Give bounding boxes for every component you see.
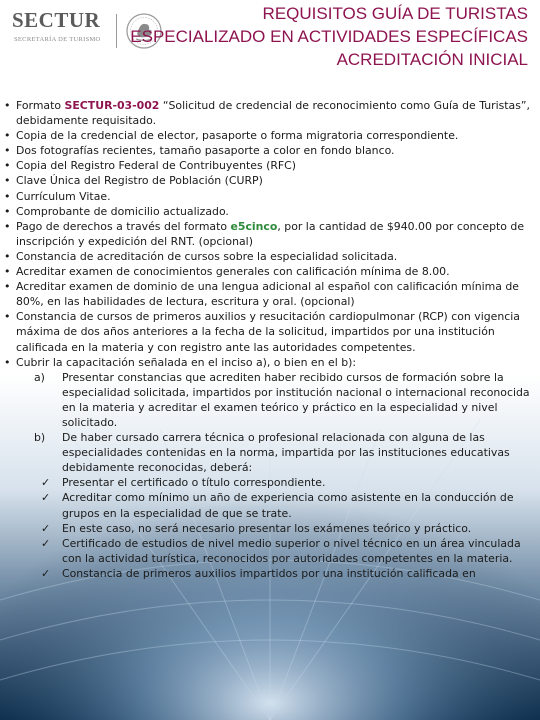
option-label: a) [34,370,45,384]
page-title [130,2,528,71]
check-item-text: Acreditar como mínimo un año de experiencia como asistente en la conducción de grupos en la especialidad de que se trate. [62,491,514,520]
checkmark-icon: ✓ [41,491,51,505]
option-a [0,370,540,430]
option-b [0,430,540,475]
check-item-text: Certificado de estudios de nivel medio superior o nivel técnico en un área vinculada con la actividad turística, reconocidos por autoridades competentes en la materia. [62,536,521,565]
requirements-list [0,98,540,370]
list-item: • Copia del Registro Federal de Contribuyentes (RFC) [0,158,540,173]
list-item: • Constancia de acreditación de cursos sobre la especialidad solicitada. [0,249,540,264]
check-item [0,536,540,566]
list-item: • Constancia de cursos de primeros auxilios y resucitación cardiopulmonar (RCP) con vigencia máxima de dos años anteriores a la fecha de la solicitud, impartidos por una institución calificada en la materia y con registro ante las autoridades competentes. [0,309,540,354]
list-item: • Pago de derechos a través del formato e5cinco, por la cantidad de $940.00 por concepto de inscripción y expedición del RNT. (opcional) [0,219,540,249]
option-label: b) [34,431,46,445]
checkmark-icon: ✓ [41,476,51,490]
check-item-text: Constancia de primeros auxilios impartidos por una institución calificada en [62,566,476,580]
list-item: • Formato SECTUR-03-002 “Solicitud de credencial de reconocimiento como Guía de Turistas”, debidamente requisitado. [0,98,540,128]
logo-divider [116,14,117,48]
check-item [0,566,540,581]
checkmark-icon: ✓ [41,521,51,535]
check-item [0,521,540,536]
title-line-2: ESPECIALIZADO EN ACTIVIDADES ESPECÍFICAS [130,27,528,46]
list-item: • Cubrir la capacitación señalada en el inciso a), o bien en el b): [0,355,540,370]
title-line-1: REQUISITOS GUÍA DE TURISTAS [262,4,528,23]
requirements-content [0,98,540,581]
list-item: • Currículum Vitae. [0,189,540,204]
option-text: De haber cursado carrera técnica o profesional relacionada con alguna de las especialidades contenidas en la norma, impartida por las instituciones educativas debidamente reconocidas, deberá: [62,431,510,475]
title-line-3: ACREDITACIÓN INICIAL [336,50,528,69]
header [0,0,540,100]
list-item: • Dos fotografías recientes, tamaño pasaporte a color en fondo blanco. [0,143,540,158]
list-item: • Clave Única del Registro de Población (CURP) [0,173,540,188]
list-item: • Copia de la credencial de elector, pasaporte o forma migratoria correspondiente. [0,128,540,143]
check-item [0,490,540,520]
e5cinco-link[interactable]: e5cinco [230,219,278,233]
list-item: • Comprobante de domicilio actualizado. [0,204,540,219]
form-code: SECTUR-03-002 [64,99,160,112]
checkmark-icon: ✓ [41,536,51,550]
list-item: • Acreditar examen de dominio de una lengua adicional al español con calificación mínima de 80%, en las habilidades de lectura, escritura y oral. (opcional) [0,279,540,309]
check-item [0,475,540,490]
logo-text: SECTUR [12,8,101,32]
list-item: • Acreditar examen de conocimientos generales con calificación mínima de 8.00. [0,264,540,279]
logo-subtitle: SECRETARÍA DE TURISMO [14,36,101,43]
checkmark-icon: ✓ [41,566,51,580]
option-text: Presentar constancias que acrediten haber recibido cursos de formación sobre la especialidad solicitada, impartidos por institución nacional o internacional reconocida en la materia y acreditar el examen teórico y práctico en la especialidad y nivel solicitado. [62,370,530,429]
check-item-text: En este caso, no será necesario presentar los exámenes teórico y práctico. [62,521,472,535]
check-item-text: Presentar el certificado o título correspondiente. [62,476,326,490]
